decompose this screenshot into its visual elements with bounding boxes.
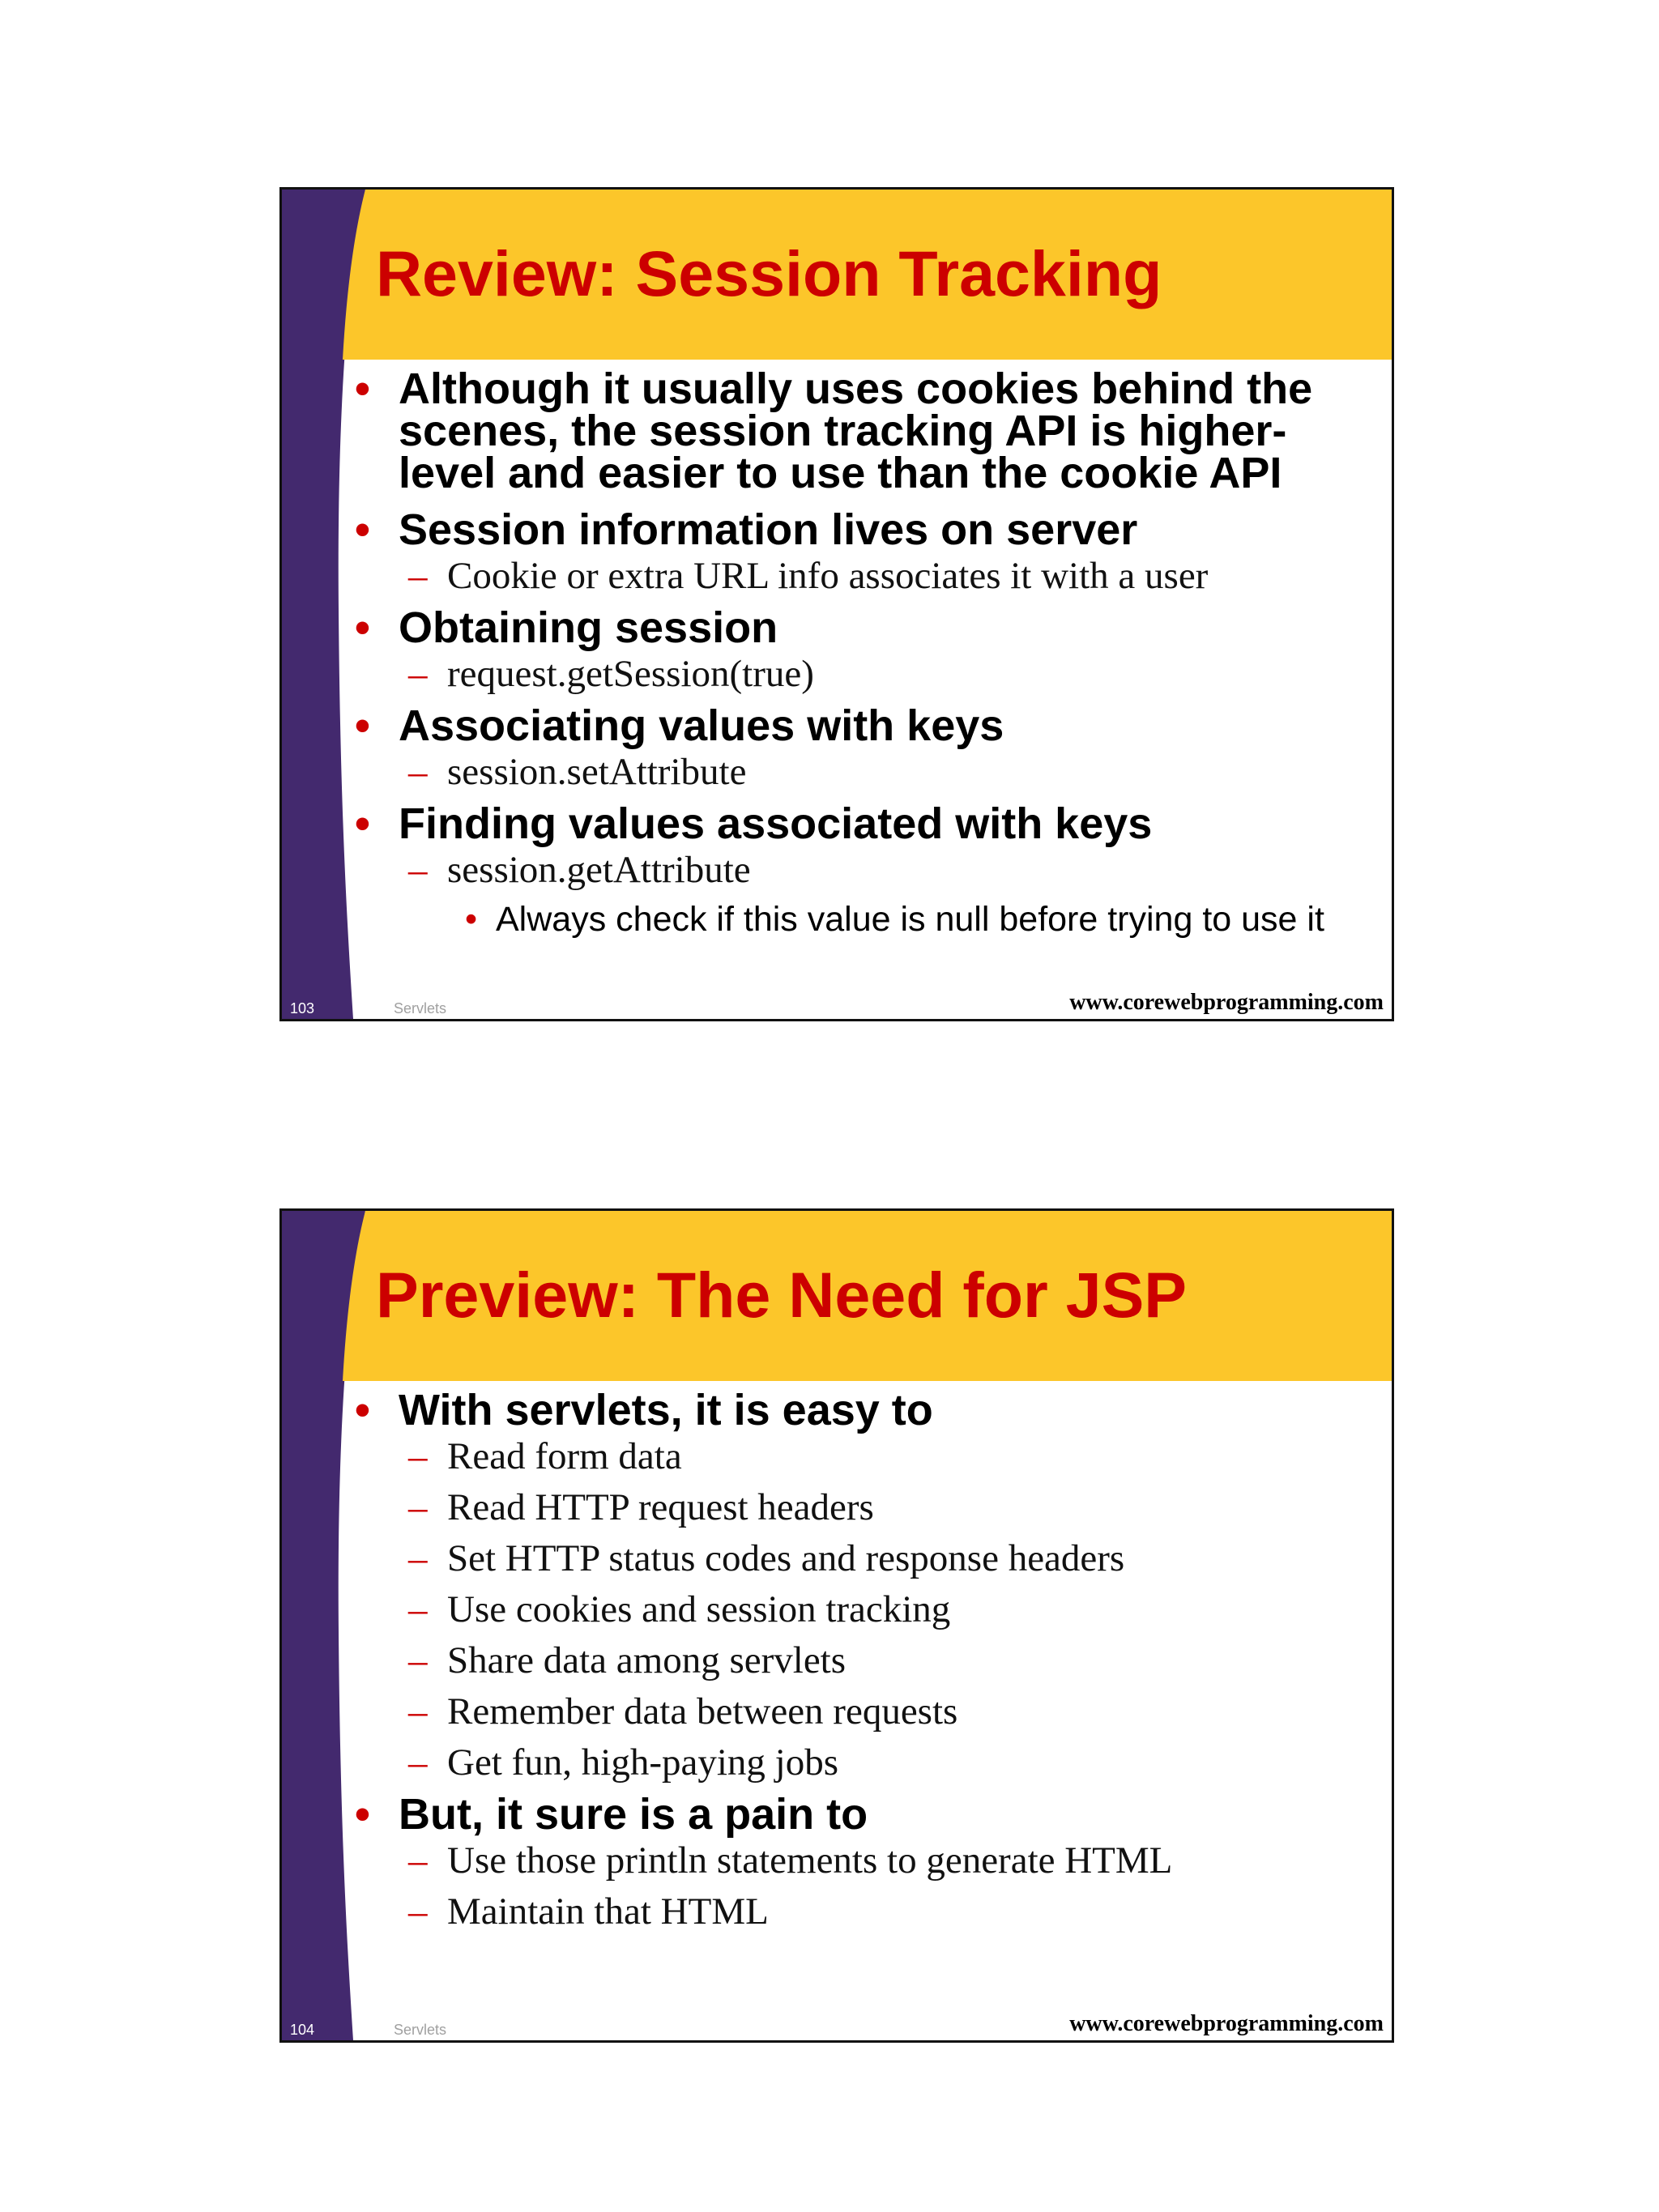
bullet-item: • Finding values associated with keys: [355, 803, 1388, 845]
footer-section-label: Servlets: [394, 1000, 447, 1016]
slide-title: Review: Session Tracking: [376, 237, 1162, 309]
sub-item: – Read form data: [355, 1431, 1388, 1482]
bullet-item: • Although it usually uses cookies behind the scenes, the session tracking API is higher-level and easier to use than the cookie API: [355, 368, 1330, 494]
sub-item: – Read HTTP request headers: [355, 1482, 1388, 1533]
sub-item: – Set HTTP status codes and response headers: [355, 1533, 1388, 1584]
footer-section-label: Servlets: [394, 2022, 447, 2038]
bullet-item: • Session information lives on server: [355, 509, 1388, 551]
footer-url: www.corewebprogramming.com: [1069, 990, 1384, 1015]
sub-item: – Use those println statements to generate HTML: [355, 1835, 1388, 1886]
sub-item: – Remember data between requests: [355, 1686, 1388, 1737]
sub-item: – Share data among servlets: [355, 1635, 1388, 1686]
bullet-item: • Obtaining session: [355, 607, 1388, 649]
footer-url: www.corewebprogramming.com: [1069, 2011, 1384, 2036]
slide-number: 104: [290, 2022, 315, 2038]
sub-item: – Cookie or extra URL info associates it with a user: [355, 551, 1388, 602]
slide-title: Preview: The Need for JSP: [376, 1259, 1188, 1331]
slide-103: [279, 187, 1394, 1021]
sub-item: – Maintain that HTML: [355, 1886, 1388, 1937]
slide-number: 103: [290, 1000, 315, 1016]
slide-body: [355, 364, 1388, 943]
sub-sub-item: • Always check if this value is null before trying to use it: [355, 896, 1388, 943]
sub-item: – Use cookies and session tracking: [355, 1584, 1388, 1635]
slide-body: [355, 1386, 1388, 1937]
bullet-item: • But, it sure is a pain to: [355, 1793, 1388, 1835]
slide-104: [279, 1208, 1394, 2043]
sub-item: – Get fun, high-paying jobs: [355, 1737, 1388, 1788]
bullet-item: • With servlets, it is easy to: [355, 1389, 1388, 1431]
sub-item: – session.getAttribute: [355, 845, 1388, 896]
sub-item: – request.getSession(true): [355, 649, 1388, 700]
sub-item: – session.setAttribute: [355, 747, 1388, 798]
bullet-item: • Associating values with keys: [355, 705, 1388, 747]
